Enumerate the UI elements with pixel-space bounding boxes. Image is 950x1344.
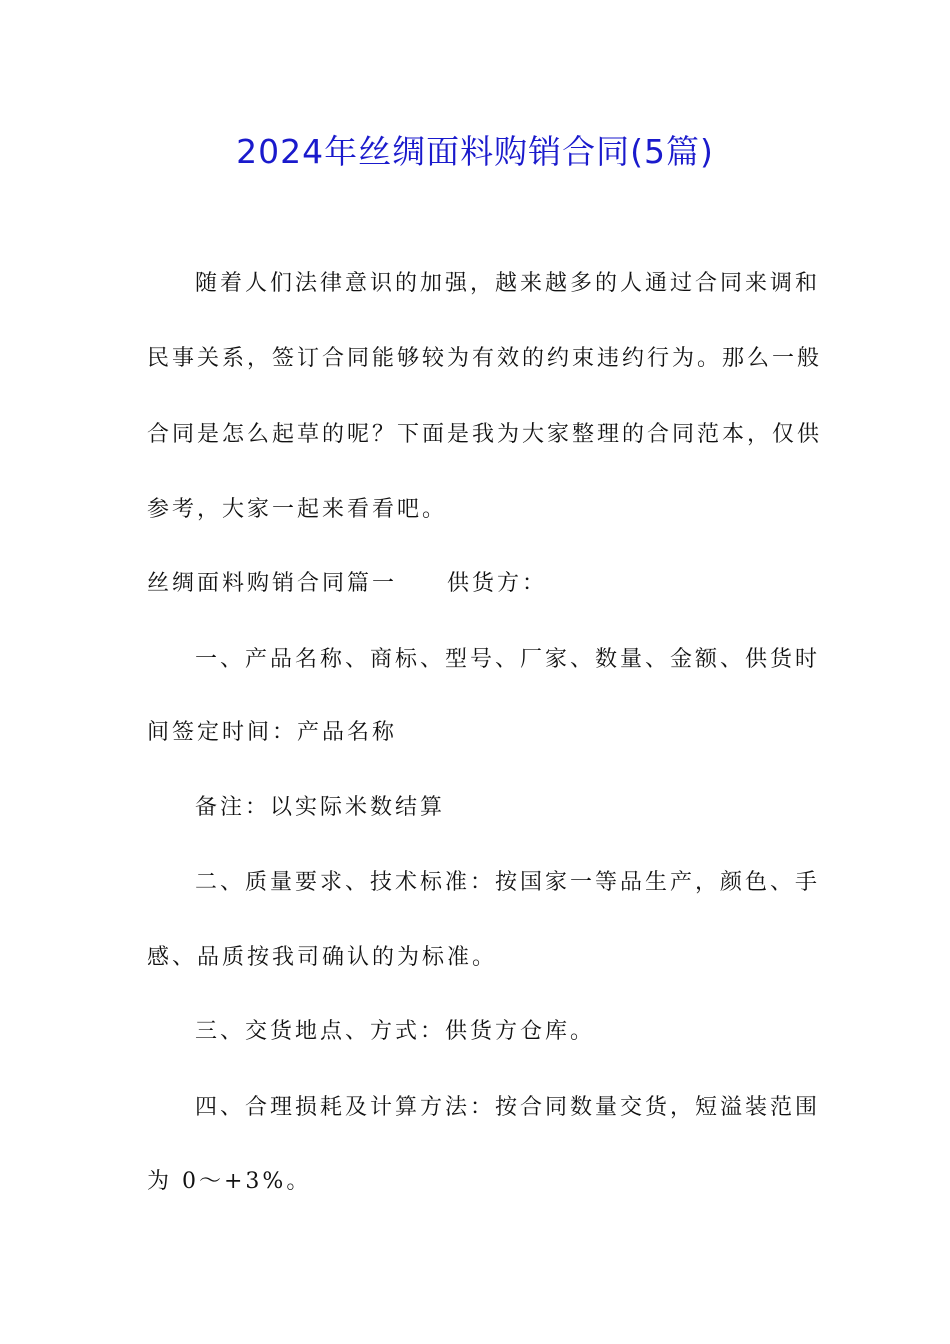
- paragraph-intro-line-1: 随着人们法律意识的加强，越来越多的人通过合同来调和: [195, 271, 821, 296]
- clause-2-line-1: 二、质量要求、技术标准：按国家一等品生产，颜色、手: [195, 870, 821, 895]
- clause-4-line-2: 为 0～+3%。: [147, 1169, 312, 1194]
- section-heading-part-one: 丝绸面料购销合同篇一 供货方：: [147, 571, 548, 596]
- paragraph-intro-line-4: 参考，大家一起来看看吧。: [147, 497, 448, 522]
- document-title: 2024年丝绸面料购销合同(5篇): [236, 132, 714, 171]
- clause-1-line-2: 间签定时间：产品名称: [147, 720, 398, 745]
- clause-2-line-2: 感、品质按我司确认的为标准。: [147, 945, 498, 970]
- clause-1-line-1: 一、产品名称、商标、型号、厂家、数量、金额、供货时: [195, 647, 821, 672]
- note-line: 备注：以实际米数结算: [195, 795, 446, 820]
- clause-3-line: 三、交货地点、方式：供货方仓库。: [195, 1019, 596, 1044]
- paragraph-intro-line-3: 合同是怎么起草的呢？下面是我为大家整理的合同范本，仅供: [147, 422, 823, 447]
- clause-4-line-1: 四、合理损耗及计算方法：按合同数量交货，短溢装范围: [195, 1095, 821, 1120]
- paragraph-intro-line-2: 民事关系，签订合同能够较为有效的约束违约行为。那么一般: [147, 346, 823, 371]
